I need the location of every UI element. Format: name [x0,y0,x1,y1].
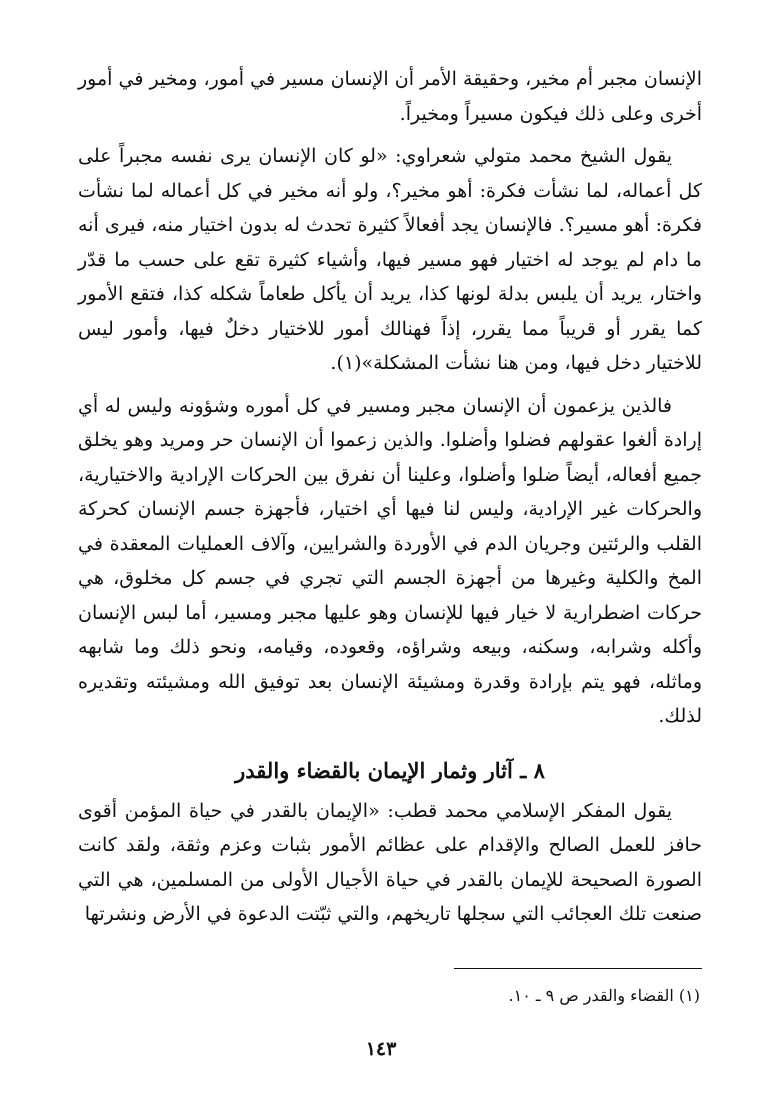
paragraph-2: يقول الشيخ محمد متولي شعراوي: «لو كان الإنسان يرى نفسه مجبراً على كل أعماله، لما نشأت فكرة: أهو مخير؟، ولو أنه مخير في كل أعماله لما نشأت فكرة: أهو مسير؟. فالإنسان يجد أفعالاً كثيرة تحدث له بدون اختيار منه، فيرى أنه ما دام لم يوجد له اختيار فهو مسير فيها، وأشياء كثيرة تقع على حسب ما قدّر واختار، يريد أن يلبس بدلة لونها كذا، يريد أن يأكل طعاماً شكله كذا، فتقع الأمور كما يقرر أو قريباً مما يقرر، إذاً فهنالك أمور للاختيار دخلٌ فيها، وأمور ليس للاختيار دخل فيها، ومن هنا نشأت المشكلة»(١). [78,145,702,374]
paragraph-3: فالذين يزعمون أن الإنسان مجبر ومسير في كل أموره وشؤونه وليس له أي إرادة ألغوا عقولهم فضلوا وأضلوا. والذين زعموا أن الإنسان حر ومريد وهو يخلق جميع أفعاله، أيضاً ضلوا وأضلوا، وعلينا أن نفرق بين الحركات الإرادية والاختيارية، والحركات غير الإرادية، وليس لنا فيها أي اختيار، فأجهزة جسم الإنسان كحركة القلب والرئتين وجريان الدم في الأوردة والشرايين، وآلاف العمليات المعقدة في المخ والكلية وغيرها من أجهزة الجسم التي تجري في جسم كل مخلوق، هي حركات اضطرارية لا خيار فيها للإنسان وهو عليها مجبر ومسير، أما لبس الإنسان وأكله وشرابه، وسكنه، وبيعه وشراؤه، وقعوده، وقيامه، ونحو ذلك وما شابهه وماثله، فهو يتم بإرادة وقدرة ومشيئة الإنسان بعد توفيق الله ومشيئته وتقديره لذلك. [78,394,702,727]
page-body [78,62,702,932]
section-heading: ٨ ـ آثار وثمار الإيمان بالقضاء والقدر [235,757,545,783]
footnote-divider [454,968,702,969]
paragraph-4: يقول المفكر الإسلامي محمد قطب: «الإيمان بالقدر في حياة المؤمن أقوى حافز للعمل الصالح والإقدام على عظائم الأمور بثبات وعزم وثقة، ولقد كانت الصورة الصحيحة للإيمان بالقدر في حياة الأجيال الأولى من المسلمين، هي التي صنعت تلك العجائب التي سجلها تاريخهم، والتي ثبّتت الدعوة في الأرض ونشرتها [78,799,702,925]
paragraph-1: الإنسان مجبر أم مخير، وحقيقة الأمر أن الإنسان مسير في أمور، ومخير في أمور أخرى وعلى ذلك فيكون مسيراً ومخيراً. [78,68,702,125]
footnote: (١) القضاء والقدر ص ٩ ـ ١٠. [508,986,700,1005]
page-number: ١٤٣ [365,1038,397,1060]
